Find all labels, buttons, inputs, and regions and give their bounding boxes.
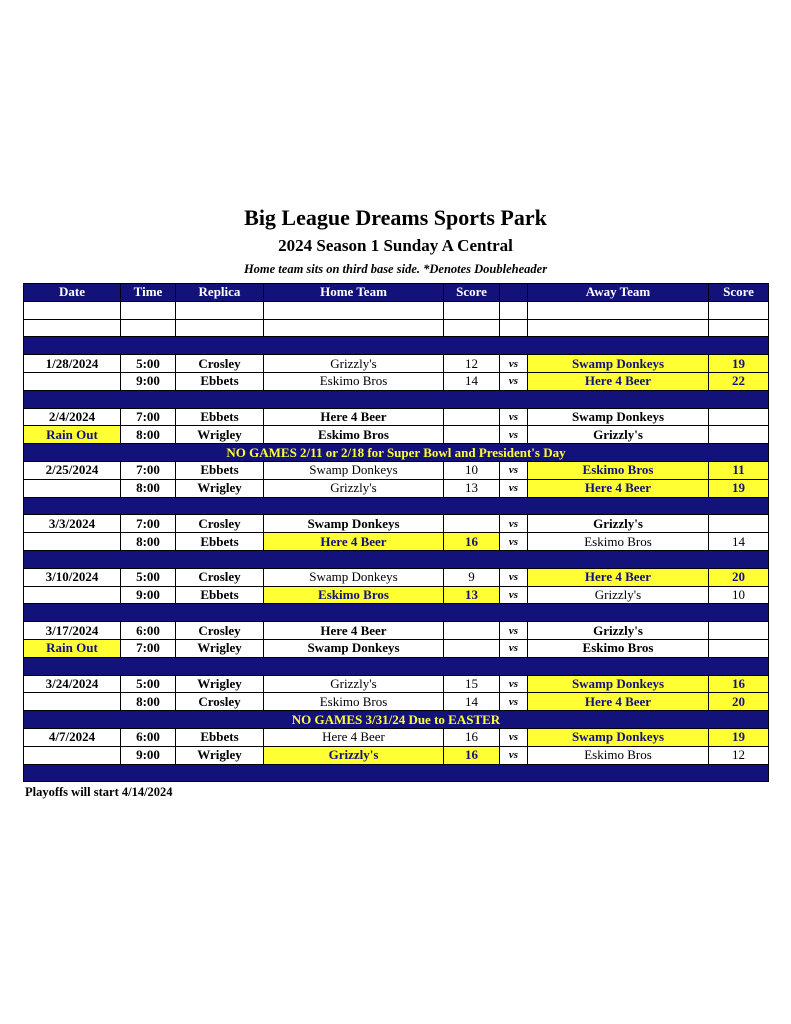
separator-band — [24, 497, 769, 515]
game-date: 2/4/2024 — [24, 408, 121, 426]
game-replica: Crosley — [176, 355, 264, 373]
away-team: Grizzly's — [528, 622, 709, 640]
game-replica: Ebbets — [176, 408, 264, 426]
away-score — [709, 426, 769, 444]
table-row — [24, 426, 769, 444]
header-home-team: Home Team — [264, 284, 444, 302]
home-score: 16 — [444, 533, 500, 551]
home-team: Here 4 Beer — [264, 622, 444, 640]
home-score: 14 — [444, 372, 500, 390]
vs-label: vs — [500, 515, 528, 533]
header-vs — [500, 284, 528, 302]
header-date: Date — [24, 284, 121, 302]
header-home-score: Score — [444, 284, 500, 302]
game-replica: Wrigley — [176, 675, 264, 693]
home-score: 16 — [444, 728, 500, 746]
table-row — [24, 461, 769, 479]
page-title: Big League Dreams Sports Park — [244, 205, 547, 230]
away-score — [709, 639, 769, 657]
home-team: Grizzly's — [264, 675, 444, 693]
away-score: 19 — [709, 355, 769, 373]
game-date: 3/17/2024 — [24, 622, 121, 640]
away-score: 11 — [709, 461, 769, 479]
home-team: Eskimo Bros — [264, 426, 444, 444]
away-team: Grizzly's — [528, 426, 709, 444]
vs-label: vs — [500, 728, 528, 746]
home-score — [444, 408, 500, 426]
game-replica: Ebbets — [176, 461, 264, 479]
game-time: 8:00 — [121, 533, 176, 551]
vs-label: vs — [500, 568, 528, 586]
game-replica: Wrigley — [176, 746, 264, 764]
table-row — [24, 515, 769, 533]
header-replica: Replica — [176, 284, 264, 302]
game-date — [24, 533, 121, 551]
away-team: Here 4 Beer — [528, 568, 709, 586]
away-score: 14 — [709, 533, 769, 551]
header-time: Time — [121, 284, 176, 302]
vs-label: vs — [500, 746, 528, 764]
separator-band — [24, 764, 769, 782]
game-date — [24, 746, 121, 764]
table-row — [24, 639, 769, 657]
game-date: 3/3/2024 — [24, 515, 121, 533]
home-score — [444, 515, 500, 533]
table-row — [24, 693, 769, 711]
away-score: 19 — [709, 479, 769, 497]
table-header-row — [24, 284, 769, 302]
game-replica: Ebbets — [176, 372, 264, 390]
game-date — [24, 586, 121, 604]
table-row — [24, 568, 769, 586]
game-time: 8:00 — [121, 479, 176, 497]
game-date: 2/25/2024 — [24, 461, 121, 479]
game-replica: Ebbets — [176, 586, 264, 604]
table-row — [24, 586, 769, 604]
away-team: Swamp Donkeys — [528, 355, 709, 373]
vs-label: vs — [500, 533, 528, 551]
away-score: 12 — [709, 746, 769, 764]
game-time: 7:00 — [121, 639, 176, 657]
schedule-note: Home team sits on third base side. *Denotes Doubleheader — [243, 262, 548, 276]
table-row — [24, 533, 769, 551]
home-score: 13 — [444, 586, 500, 604]
home-score — [444, 639, 500, 657]
home-score: 15 — [444, 675, 500, 693]
home-team: Grizzly's — [264, 355, 444, 373]
game-replica: Wrigley — [176, 426, 264, 444]
home-team: Eskimo Bros — [264, 372, 444, 390]
table-row — [24, 746, 769, 764]
away-score: 19 — [709, 728, 769, 746]
away-score: 10 — [709, 586, 769, 604]
separator-band — [24, 337, 769, 355]
home-score — [444, 622, 500, 640]
home-team: Swamp Donkeys — [264, 515, 444, 533]
home-team: Here 4 Beer — [264, 408, 444, 426]
away-score: 16 — [709, 675, 769, 693]
game-time: 8:00 — [121, 693, 176, 711]
notice-row — [24, 711, 769, 729]
playoffs-note: Playoffs will start 4/14/2024 — [25, 785, 173, 799]
vs-label: vs — [500, 461, 528, 479]
game-time: 9:00 — [121, 746, 176, 764]
game-replica: Crosley — [176, 568, 264, 586]
away-team: Eskimo Bros — [528, 461, 709, 479]
vs-label: vs — [500, 426, 528, 444]
game-time: 7:00 — [121, 461, 176, 479]
home-team: Eskimo Bros — [264, 586, 444, 604]
game-replica: Crosley — [176, 622, 264, 640]
away-score: 20 — [709, 568, 769, 586]
rain-out-badge: Rain Out — [24, 639, 121, 657]
away-score: 20 — [709, 693, 769, 711]
away-score — [709, 408, 769, 426]
notice-text: NO GAMES 3/31/24 Due to EASTER — [24, 711, 769, 729]
page-subtitle: 2024 Season 1 Sunday A Central — [278, 236, 513, 255]
table-row — [24, 728, 769, 746]
away-team: Swamp Donkeys — [528, 675, 709, 693]
home-score: 14 — [444, 693, 500, 711]
separator-band — [24, 550, 769, 568]
game-date — [24, 693, 121, 711]
home-team: Swamp Donkeys — [264, 639, 444, 657]
away-team: Swamp Donkeys — [528, 728, 709, 746]
header-away-team: Away Team — [528, 284, 709, 302]
away-team: Eskimo Bros — [528, 533, 709, 551]
empty-row — [24, 319, 769, 337]
table-row — [24, 675, 769, 693]
away-team: Here 4 Beer — [528, 479, 709, 497]
home-team: Eskimo Bros — [264, 693, 444, 711]
home-team: Swamp Donkeys — [264, 461, 444, 479]
table-row — [24, 355, 769, 373]
game-date — [24, 479, 121, 497]
vs-label: vs — [500, 479, 528, 497]
home-score — [444, 426, 500, 444]
vs-label: vs — [500, 675, 528, 693]
game-time: 5:00 — [121, 355, 176, 373]
empty-row — [24, 301, 769, 319]
vs-label: vs — [500, 622, 528, 640]
notice-text: NO GAMES 2/11 or 2/18 for Super Bowl and President's Day — [24, 444, 769, 462]
home-score: 10 — [444, 461, 500, 479]
away-team: Eskimo Bros — [528, 746, 709, 764]
away-score — [709, 622, 769, 640]
away-team: Eskimo Bros — [528, 639, 709, 657]
home-team: Grizzly's — [264, 746, 444, 764]
separator-band — [24, 657, 769, 675]
game-time: 7:00 — [121, 408, 176, 426]
away-score — [709, 515, 769, 533]
header-away-score: Score — [709, 284, 769, 302]
home-team: Swamp Donkeys — [264, 568, 444, 586]
rain-out-badge: Rain Out — [24, 426, 121, 444]
vs-label: vs — [500, 639, 528, 657]
table-row — [24, 479, 769, 497]
home-score: 12 — [444, 355, 500, 373]
away-team: Grizzly's — [528, 515, 709, 533]
game-replica: Crosley — [176, 515, 264, 533]
home-score: 16 — [444, 746, 500, 764]
game-replica: Ebbets — [176, 728, 264, 746]
game-date: 4/7/2024 — [24, 728, 121, 746]
game-time: 9:00 — [121, 586, 176, 604]
game-replica: Wrigley — [176, 479, 264, 497]
game-date: 1/28/2024 — [24, 355, 121, 373]
home-team: Here 4 Beer — [264, 728, 444, 746]
home-score: 13 — [444, 479, 500, 497]
game-replica: Ebbets — [176, 533, 264, 551]
game-time: 6:00 — [121, 622, 176, 640]
schedule-table — [23, 283, 769, 782]
table-row — [24, 408, 769, 426]
vs-label: vs — [500, 408, 528, 426]
home-team: Here 4 Beer — [264, 533, 444, 551]
notice-row — [24, 444, 769, 462]
vs-label: vs — [500, 355, 528, 373]
game-time: 5:00 — [121, 675, 176, 693]
away-team: Here 4 Beer — [528, 693, 709, 711]
separator-band — [24, 390, 769, 408]
away-team: Swamp Donkeys — [528, 408, 709, 426]
away-team: Grizzly's — [528, 586, 709, 604]
game-replica: Wrigley — [176, 639, 264, 657]
game-date: 3/24/2024 — [24, 675, 121, 693]
table-row — [24, 372, 769, 390]
away-team: Here 4 Beer — [528, 372, 709, 390]
away-score: 22 — [709, 372, 769, 390]
separator-band — [24, 604, 769, 622]
vs-label: vs — [500, 372, 528, 390]
vs-label: vs — [500, 693, 528, 711]
home-team: Grizzly's — [264, 479, 444, 497]
game-date: 3/10/2024 — [24, 568, 121, 586]
game-time: 5:00 — [121, 568, 176, 586]
game-time: 7:00 — [121, 515, 176, 533]
home-score: 9 — [444, 568, 500, 586]
vs-label: vs — [500, 586, 528, 604]
game-time: 8:00 — [121, 426, 176, 444]
table-row — [24, 622, 769, 640]
game-time: 6:00 — [121, 728, 176, 746]
game-replica: Crosley — [176, 693, 264, 711]
game-time: 9:00 — [121, 372, 176, 390]
game-date — [24, 372, 121, 390]
